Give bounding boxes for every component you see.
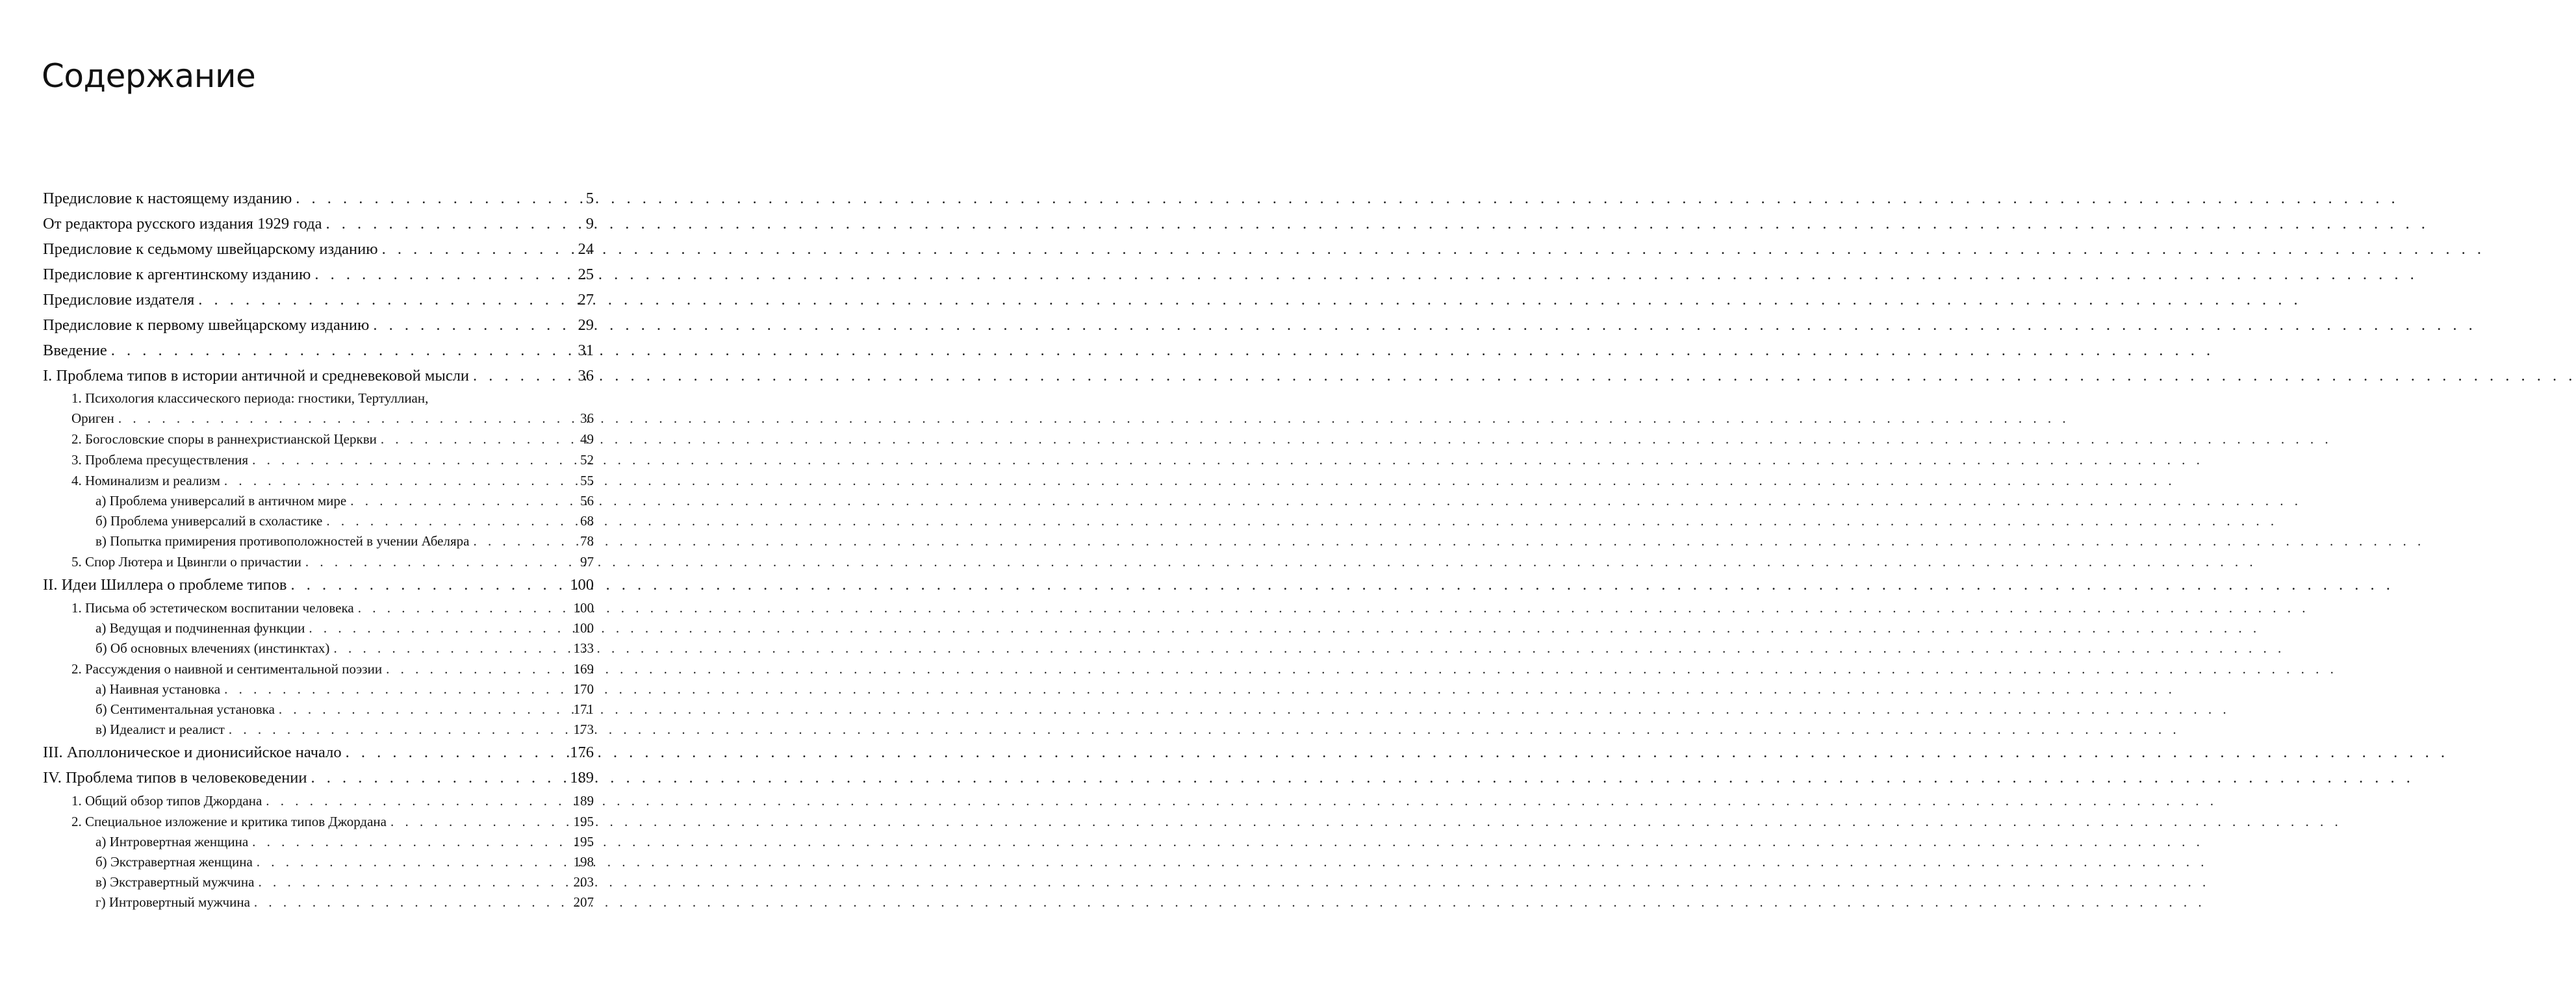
toc-chapter[interactable]: [43, 765, 594, 790]
toc-chapter[interactable]: [43, 740, 594, 765]
dot-leader: [381, 429, 578, 449]
book-page: [0, 0, 650, 993]
toc-section[interactable]: [43, 790, 594, 811]
table-of-contents: [43, 186, 594, 912]
toc-entry-page: 56: [580, 493, 594, 509]
toc-entry-title: в) Идеалист и реалист: [96, 722, 225, 737]
toc-section[interactable]: [43, 551, 594, 572]
dot-leader: [473, 531, 578, 551]
dot-leader: [224, 470, 578, 491]
toc-entry-title: IV. Проблема типов в человековедении: [43, 769, 307, 786]
toc-subsection[interactable]: [43, 699, 594, 720]
toc-entry-title: б) Об основных влечениях (инстинктах): [96, 640, 330, 656]
toc-entry-title: II. Идеи Шиллера о проблеме типов: [43, 576, 287, 594]
toc-entry-title: 2. Специальное изложение и критика типов Джордана: [71, 814, 387, 829]
dot-leader: [254, 892, 571, 912]
toc-entry[interactable]: [43, 312, 594, 338]
toc-entry-page: 100: [570, 576, 594, 594]
toc-entry-page: 29: [578, 316, 594, 334]
toc-entry-page: 97: [580, 554, 594, 570]
toc-entry-page: 78: [580, 533, 594, 549]
toc-entry-page: 49: [580, 431, 594, 447]
dot-leader: [111, 338, 576, 363]
toc-section[interactable]: [43, 659, 594, 679]
toc-entry-page: 195: [573, 834, 594, 849]
toc-entry-page: 176: [570, 744, 594, 761]
toc-entry-title: 1. Письма об эстетическом воспитании человека: [71, 600, 354, 616]
toc-entry-page: 36: [580, 410, 594, 426]
toc-entry-title: б) Экстравертная женщина: [96, 854, 253, 870]
dot-leader: [346, 740, 568, 765]
toc-entry-page: 189: [570, 769, 594, 786]
toc-subsection[interactable]: [43, 511, 594, 531]
toc-entry-title: Предисловие издателя: [43, 291, 195, 308]
toc-chapter[interactable]: [43, 572, 594, 597]
toc-entry-page: 189: [573, 793, 594, 809]
dot-leader: [258, 872, 570, 892]
toc-section[interactable]: [43, 429, 594, 449]
toc-entry-page: 52: [580, 452, 594, 468]
toc-entry-title: в) Попытка примирения противоположностей в учении Абеляра: [96, 533, 470, 549]
dot-leader: [252, 449, 578, 470]
dot-leader: [229, 720, 571, 740]
dot-leader: [314, 262, 575, 287]
toc-subsection[interactable]: [43, 491, 594, 511]
dot-leader: [198, 287, 575, 312]
toc-entry-page: 171: [573, 701, 594, 717]
toc-entry-page: 27: [578, 291, 594, 308]
toc-entry-title: Предисловие к аргентинскому изданию: [43, 266, 311, 283]
toc-entry-title: 3. Проблема пресуществления: [71, 452, 249, 468]
toc-entry-title: Предисловие к седьмому швейцарскому изданию: [43, 240, 378, 258]
toc-entry-title: б) Проблема универсалий в схоластике: [96, 513, 323, 529]
toc-entry-title: 2. Рассуждения о наивной и сентиментальной поэзии: [71, 661, 383, 677]
toc-section[interactable]: [43, 449, 594, 470]
dot-leader: [224, 679, 570, 699]
toc-section[interactable]: [43, 408, 594, 429]
toc-entry[interactable]: [43, 338, 594, 363]
toc-entry-title: г) Интровертный мужчина: [96, 894, 250, 910]
dot-leader: [290, 572, 567, 597]
toc-subsection[interactable]: [43, 618, 594, 638]
toc-section[interactable]: [43, 470, 594, 491]
toc-entry-title: а) Ведущая и подчиненная функции: [96, 620, 305, 636]
toc-entry-title: а) Наивная установка: [96, 681, 221, 697]
toc-entry[interactable]: [43, 186, 594, 211]
toc-entry-page: 133: [573, 640, 594, 656]
toc-entry-title: 1. Общий обзор типов Джордана: [71, 793, 262, 809]
dot-leader: [333, 638, 570, 659]
toc-entry-title: Предисловие к первому швейцарскому изданию: [43, 316, 370, 334]
dot-leader: [279, 699, 571, 720]
toc-entry-title: 2. Богословские споры в раннехристианской Церкви: [71, 431, 377, 447]
toc-entry-page: 36: [578, 367, 594, 384]
toc-entry[interactable]: [43, 262, 594, 287]
dot-leader: [386, 659, 570, 679]
toc-entry[interactable]: [43, 211, 594, 236]
toc-entry-title: От редактора русского издания 1929 года: [43, 215, 322, 233]
toc-entry-page: 5: [585, 190, 594, 207]
dot-leader: [326, 211, 583, 236]
toc-entry-page: 68: [580, 513, 594, 529]
toc-subsection[interactable]: [43, 832, 594, 852]
dot-leader: [252, 832, 570, 852]
toc-entry-page: 24: [578, 240, 594, 258]
toc-subsection[interactable]: [43, 720, 594, 740]
toc-section[interactable]: [43, 597, 594, 618]
page-title: Содержание: [42, 57, 256, 95]
dot-leader: [382, 236, 576, 262]
toc-subsection[interactable]: [43, 872, 594, 892]
toc-chapter[interactable]: [43, 363, 594, 388]
toc-entry-title: в) Экстравертный мужчина: [96, 874, 255, 890]
toc-entry-title: I. Проблема типов в истории античной и средневековой мысли: [43, 367, 470, 384]
dot-leader: [473, 363, 575, 388]
toc-entry-title: а) Интровертная женщина: [96, 834, 249, 849]
toc-subsection[interactable]: [43, 892, 594, 912]
dot-leader: [326, 511, 578, 531]
toc-subsection[interactable]: [43, 531, 594, 551]
toc-entry-title-line2: Ориген: [71, 410, 114, 426]
toc-entry-page: 55: [580, 473, 594, 488]
toc-subsection[interactable]: [43, 679, 594, 699]
dot-leader: [296, 186, 583, 211]
toc-entry-page: 9: [585, 215, 594, 233]
toc-entry-title: а) Проблема универсалий в античном мире: [96, 493, 347, 509]
toc-entry-title: III. Аполлоническое и дионисийское начало: [43, 744, 342, 761]
dot-leader: [305, 551, 578, 572]
dot-leader: [358, 597, 571, 618]
toc-section[interactable]: [43, 811, 594, 832]
toc-entry-title: Введение: [43, 342, 107, 359]
toc-entry-title: Предисловие к настоящему изданию: [43, 190, 292, 207]
toc-entry-title: б) Сентиментальная установка: [96, 701, 275, 717]
toc-entry-page: 173: [573, 722, 594, 737]
toc-entry[interactable]: [43, 287, 594, 312]
dot-leader: [257, 852, 571, 872]
toc-entry-page: 198: [573, 854, 594, 870]
dot-leader: [373, 312, 575, 338]
toc-entry-title-line1[interactable]: 1. Психология классического периода: гностики, Тертуллиан,: [71, 390, 429, 406]
dot-leader: [350, 491, 578, 511]
toc-entry-page: 100: [573, 600, 594, 616]
toc-entry-title: 4. Номинализм и реализм: [71, 473, 220, 488]
toc-subsection[interactable]: [43, 638, 594, 659]
toc-entry-page: 207: [573, 894, 594, 910]
toc-entry-page: 203: [573, 874, 594, 890]
toc-entry-page: 170: [573, 681, 594, 697]
dot-leader: [118, 408, 578, 429]
dot-leader: [390, 811, 571, 832]
toc-entry-page: 25: [578, 266, 594, 283]
dot-leader: [266, 790, 570, 811]
dot-leader: [311, 765, 568, 790]
toc-entry-page: 100: [573, 620, 594, 636]
toc-entry[interactable]: [43, 236, 594, 262]
dot-leader: [309, 618, 570, 638]
toc-subsection[interactable]: [43, 852, 594, 872]
toc-entry-page: 31: [578, 342, 594, 359]
toc-entry-title: 5. Спор Лютера и Цвингли о причастии: [71, 554, 301, 570]
toc-entry-page: 169: [573, 661, 594, 677]
toc-entry-page: 195: [573, 814, 594, 829]
